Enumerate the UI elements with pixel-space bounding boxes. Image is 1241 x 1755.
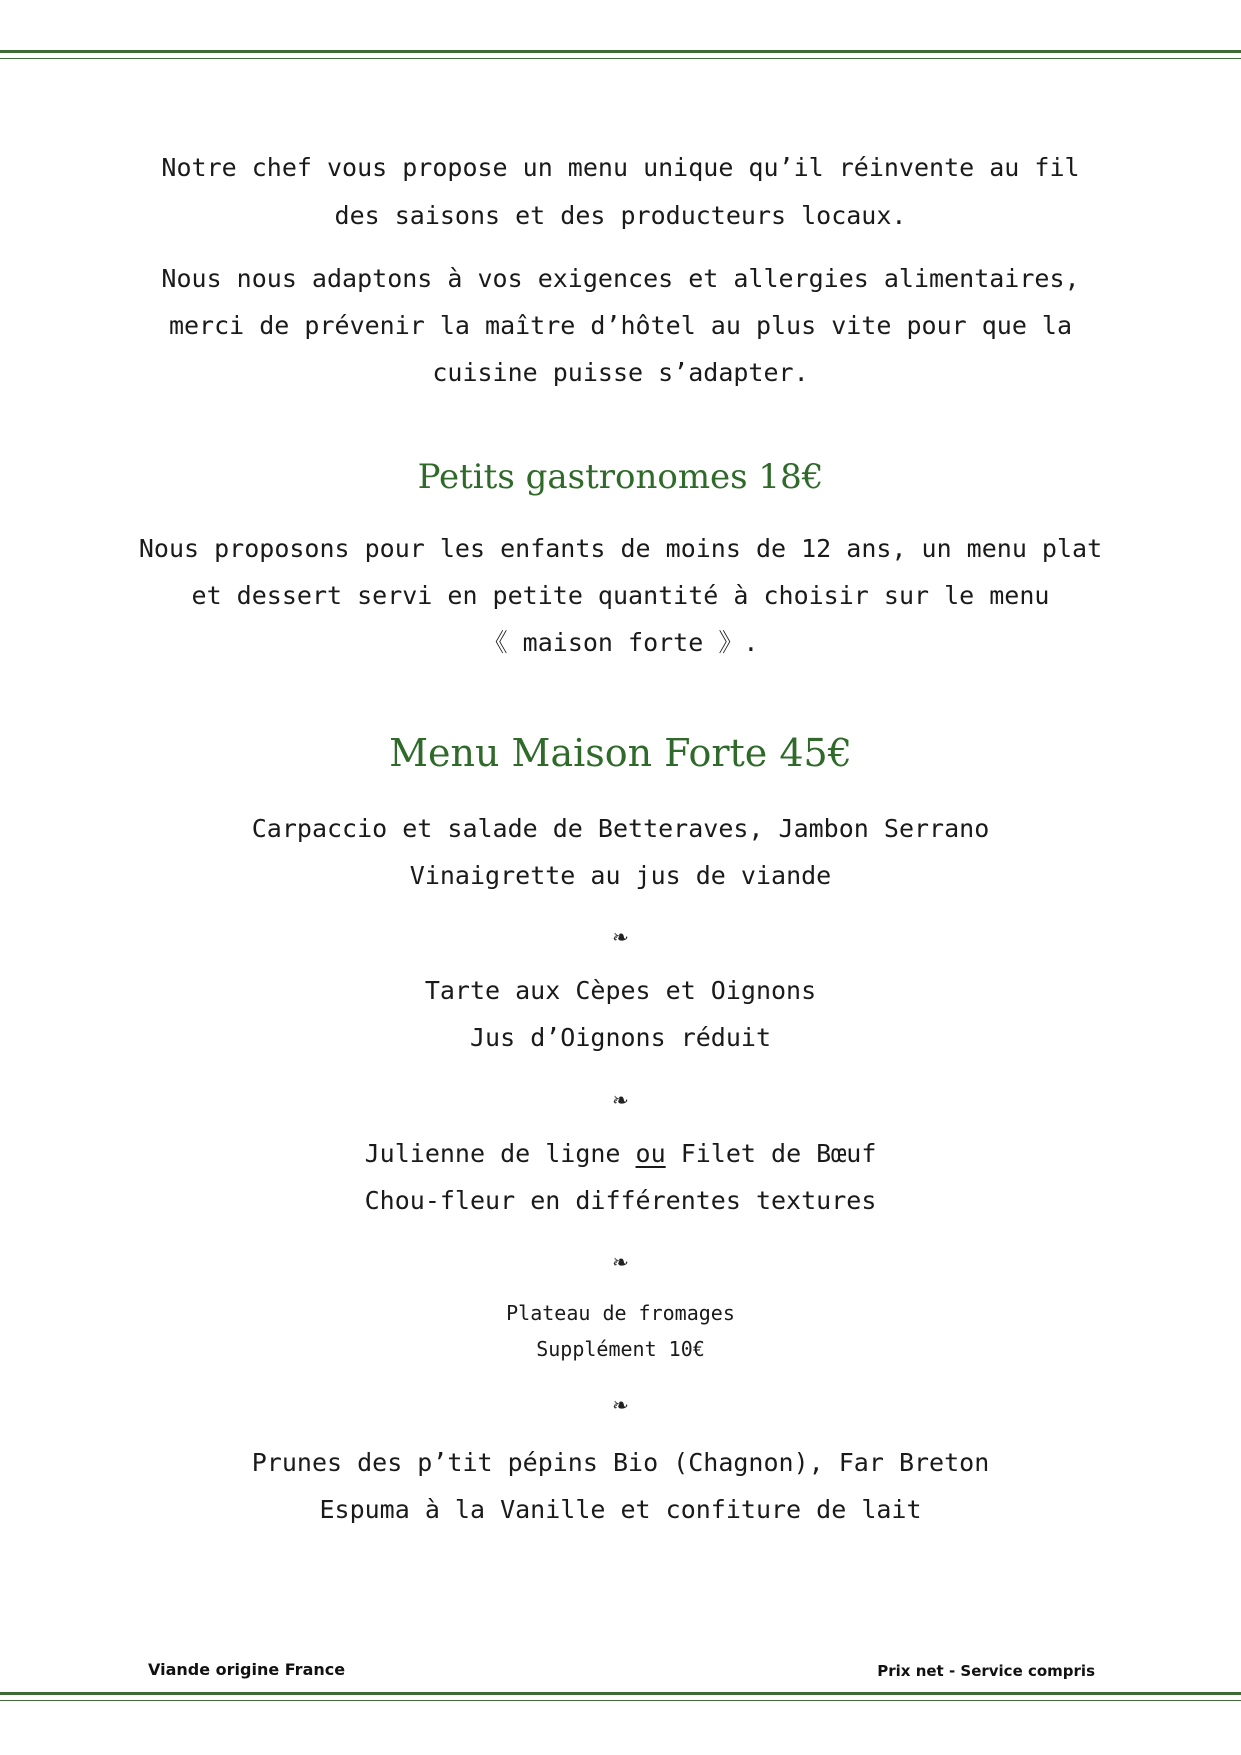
bottom-border-rule-thin xyxy=(0,1700,1241,1701)
footer-price-note: Prix net - Service compris xyxy=(877,1662,1095,1680)
intro-line-1: Notre chef vous propose un menu unique qu’il réinvente au fil xyxy=(161,153,1080,182)
course-1-line-1: Carpaccio et salade de Betteraves, Jambon Serrano xyxy=(251,814,990,843)
fleuron-divider-icon: ❧ xyxy=(612,925,629,949)
top-border-rule xyxy=(0,50,1241,53)
bottom-border-rule xyxy=(0,1692,1241,1695)
main-menu-title: Menu Maison Forte 45€ xyxy=(389,731,852,775)
fleuron-divider-icon: ❧ xyxy=(612,1088,629,1112)
kids-menu-title: Petits gastronomes 18€ xyxy=(417,457,824,497)
course-2-line-2: Jus d’Oignons réduit xyxy=(469,1023,772,1052)
intro-line-3: Nous nous adaptons à vos exigences et allergies alimentaires, xyxy=(161,264,1080,293)
top-border-rule-thin xyxy=(0,58,1241,59)
dessert-line-2: Espuma à la Vanille et confiture de lait xyxy=(319,1495,922,1524)
course-2-line-1: Tarte aux Cèpes et Oignons xyxy=(424,976,817,1005)
course-3-or: ou xyxy=(635,1139,666,1168)
intro-line-2: des saisons et des producteurs locaux. xyxy=(334,201,907,230)
kids-menu-line-3: 《 maison forte 》. xyxy=(482,628,759,657)
course-1-line-2: Vinaigrette au jus de viande xyxy=(409,861,832,890)
course-3-choice-b: Filet de Bœuf xyxy=(665,1139,877,1168)
kids-menu-line-1: Nous proposons pour les enfants de moins de 12 ans, un menu plat xyxy=(138,534,1103,563)
cheese-line-1: Plateau de fromages xyxy=(506,1301,735,1325)
course-3-line-1 xyxy=(0,1130,1241,1177)
intro-line-4: merci de prévenir la maître d’hôtel au plus vite pour que la xyxy=(168,311,1073,340)
cheese-line-2: Supplément 10€ xyxy=(536,1337,705,1361)
course-3-line-2: Chou-fleur en différentes textures xyxy=(364,1186,877,1215)
kids-menu-line-2: et dessert servi en petite quantité à choisir sur le menu xyxy=(191,581,1050,610)
intro-line-5: cuisine puisse s’adapter. xyxy=(432,358,809,387)
footer-origin-note: Viande origine France xyxy=(148,1660,346,1679)
dessert-line-1: Prunes des p’tit pépins Bio (Chagnon), Far Breton xyxy=(251,1448,990,1477)
fleuron-divider-icon: ❧ xyxy=(612,1250,629,1274)
fleuron-divider-icon: ❧ xyxy=(612,1393,629,1417)
course-3-choice-a: Julienne de ligne xyxy=(364,1139,636,1168)
